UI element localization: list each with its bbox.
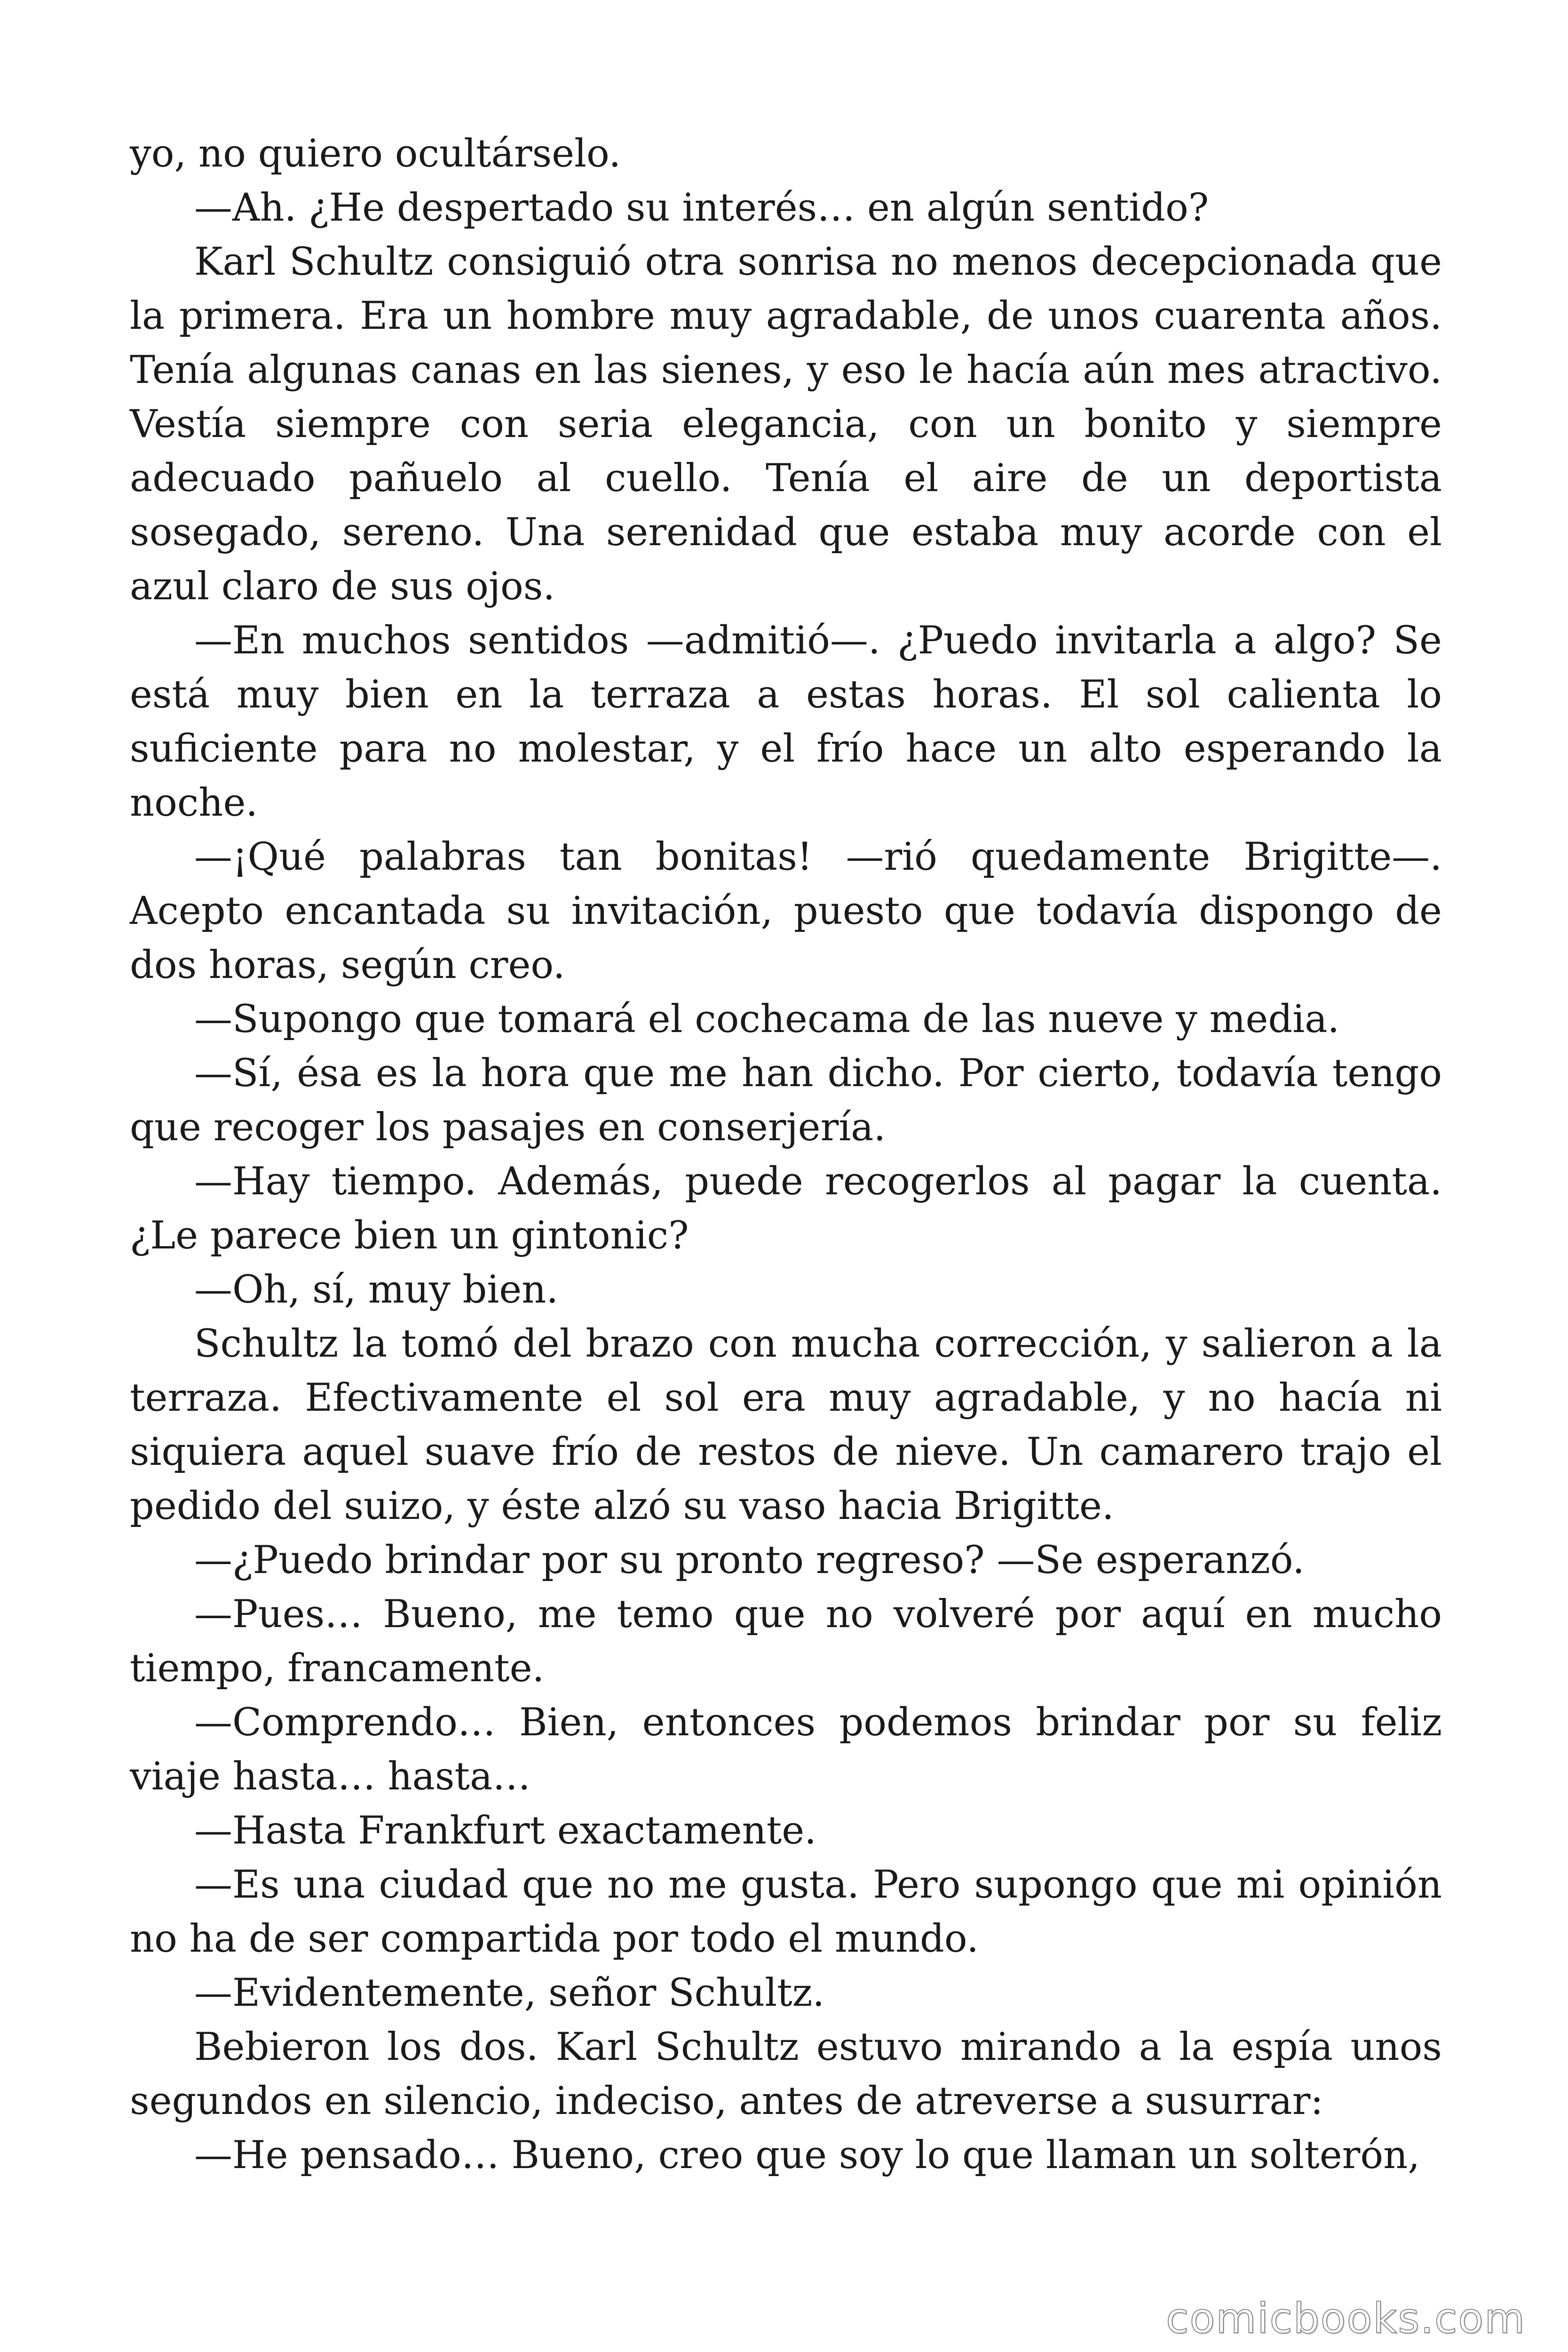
paragraph: —¡Qué palabras tan bonitas! —rió quedamente Brigitte—. Acepto encantada su invitación, puesto que todavía dispongo de dos horas, según creo.	[130, 835, 1442, 987]
paragraph: Bebieron los dos. Karl Schultz estuvo mirando a la espía unos segundos en silencio, indeciso, antes de atreverse a susurrar:	[130, 2025, 1442, 2123]
paragraph: —¿Puedo brindar por su pronto regreso? —Se esperanzó.	[194, 1538, 1305, 1582]
paragraph: —Ah. ¿He despertado su interés… en algún sentido?	[194, 186, 1209, 230]
paragraph: Schultz la tomó del brazo con mucha corrección, y salieron a la terraza. Efectivamente el sol era muy agradable, y no hacía ni siquiera aquel suave frío de restos de nieve. Un camarero trajo el pedido del suizo, y éste alzó su vaso hacia Brigitte.	[130, 1322, 1442, 1528]
paragraph: Karl Schultz consiguió otra sonrisa no menos decepcionada que la primera. Era un hombre muy agradable, de unos cuarenta años. Tenía algunas canas en las sienes, y eso le hacía aún mes atractivo. Vestía siempre con seria elegancia, con un bonito y siempre adecuado pañuelo al cuello. Tenía el aire de un deportista sosegado, sereno. Una serenidad que estaba muy acorde con el azul claro de sus ojos.	[130, 240, 1442, 609]
paragraph: —Evidentemente, señor Schultz.	[194, 1971, 825, 2015]
paragraph: —Hay tiempo. Además, puede recogerlos al pagar la cuenta. ¿Le parece bien un gintonic?	[130, 1160, 1442, 1258]
paragraph: —En muchos sentidos —admitió—. ¿Puedo invitarla a algo? Se está muy bien en la terraza a estas horas. El sol calienta lo suficiente para no molestar, y el frío hace un alto esperando la noche.	[130, 619, 1442, 825]
paragraph: —Supongo que tomará el cochecama de las nueve y media.	[194, 997, 1340, 1041]
paragraph: yo, no quiero ocultárselo.	[130, 132, 621, 176]
paragraph: —Oh, sí, muy bien.	[194, 1268, 559, 1312]
paragraph: —Es una ciudad que no me gusta. Pero supongo que mi opinión no ha de ser compartida por todo el mundo.	[130, 1863, 1442, 1961]
paragraph: —Sí, ésa es la hora que me han dicho. Por cierto, todavía tengo que recoger los pasajes en conserjería.	[130, 1051, 1442, 1150]
watermark-logo: comicbooks.com	[1165, 2294, 1526, 2343]
book-page-text	[130, 127, 1442, 2183]
paragraph: —He pensado… Bueno, creo que soy lo que llaman un solterón,	[194, 2133, 1420, 2177]
paragraph: —Comprendo… Bien, entonces podemos brindar por su feliz viaje hasta… hasta…	[130, 1700, 1442, 1799]
paragraph: —Hasta Frankfurt exactamente.	[194, 1809, 816, 1853]
paragraph: —Pues… Bueno, me temo que no volveré por aquí en mucho tiempo, francamente.	[130, 1592, 1442, 1691]
